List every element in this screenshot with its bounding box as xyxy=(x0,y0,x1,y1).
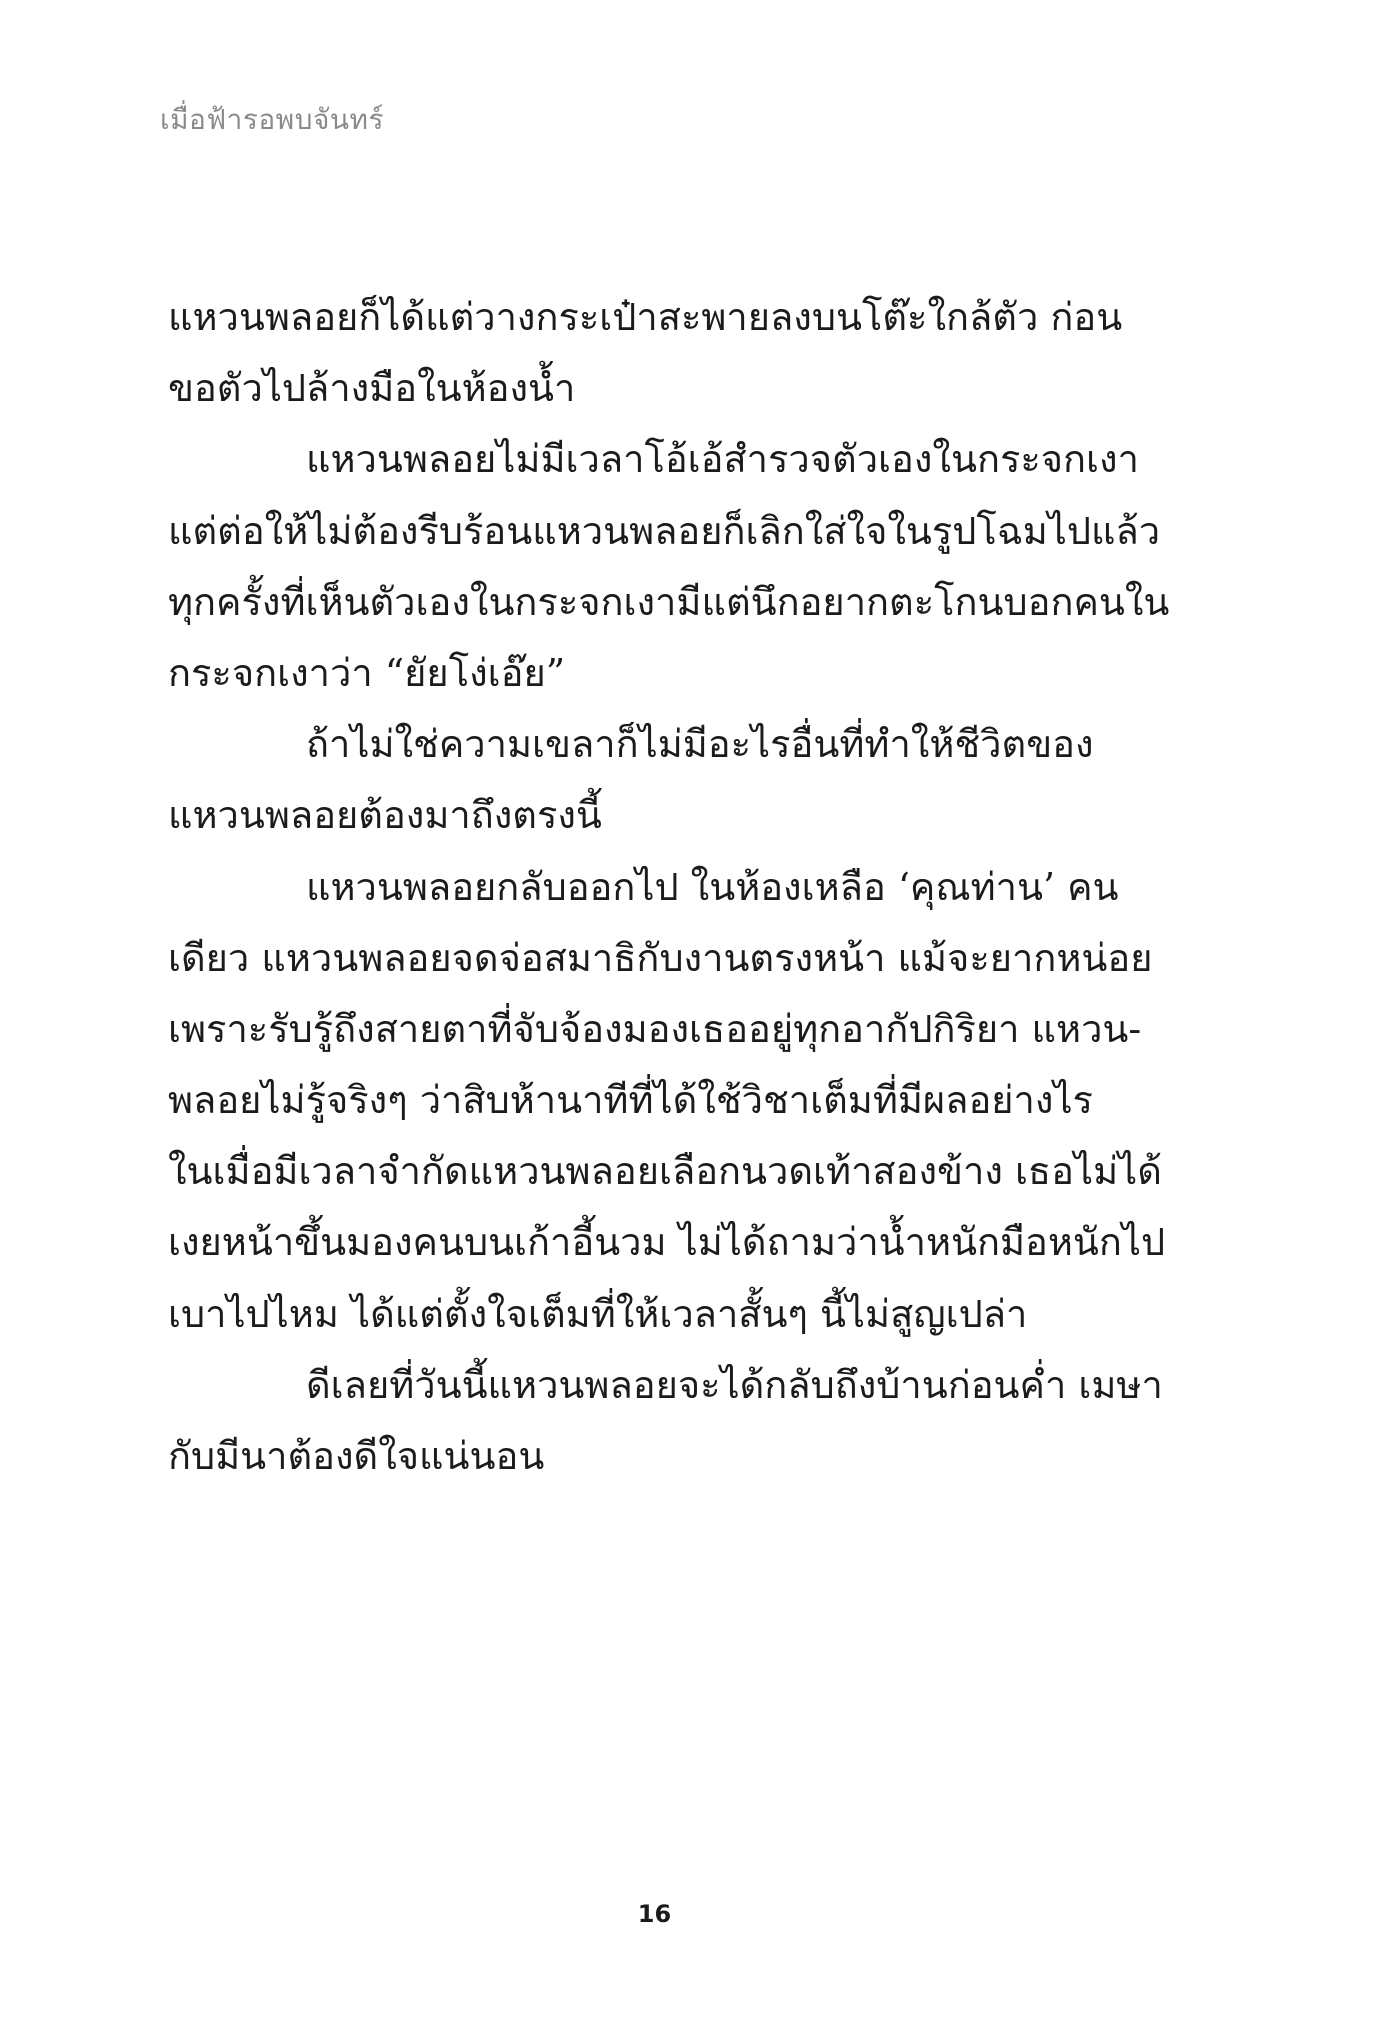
text-line: กระจกเงาว่า “ยัยโง่เอ๊ย” xyxy=(168,650,566,695)
body-text xyxy=(168,282,1178,1492)
text-line: เงยหน้าขึ้นมองคนบนเก้าอี้นวม ไม่ได้ถามว่าน้ำหนักมือหนักไป xyxy=(168,1220,1166,1265)
text-line: แต่ต่อให้ไม่ต้องรีบร้อนแหวนพลอยก็เลิกใส่ใจในรูปโฉมไปแล้ว xyxy=(168,508,1161,553)
text-line: แหวนพลอยก็ได้แต่วางกระเป๋าสะพายลงบนโต๊ะใกล้ตัว ก่อน xyxy=(168,295,1123,339)
text-line: เดียว แหวนพลอยจดจ่อสมาธิกับงานตรงหน้า แม้จะยากหน่อย xyxy=(168,935,1153,980)
text-line: ขอตัวไปล้างมือในห้องน้ำ xyxy=(168,366,576,411)
text-line: ทุกครั้งที่เห็นตัวเองในกระจกเงามีแต่นึกอยากตะโกนบอกคนใน xyxy=(168,579,1170,624)
paragraph-start-line: แหวนพลอยกลับออกไป ในห้องเหลือ ‘คุณท่าน’ คน xyxy=(306,864,1119,909)
page-number: 16 xyxy=(637,1900,672,1928)
paragraph-start-line: ดีเลยที่วันนี้แหวนพลอยจะได้กลับถึงบ้านก่อนค่ำ เมษา xyxy=(306,1362,1163,1407)
text-line: กับมีนาต้องดีใจแน่นอน xyxy=(168,1434,545,1478)
text-line: เพราะรับรู้ถึงสายตาที่จับจ้องมองเธออยู่ทุกอากัปกิริยา แหวน- xyxy=(168,1006,1142,1051)
running-header-title: เมื่อฟ้ารอพบจันทร์ xyxy=(160,103,385,136)
text-line: แหวนพลอยต้องมาถึงตรงนี้ xyxy=(168,793,602,838)
paragraph-start-line: ถ้าไม่ใช่ความเขลาก็ไม่มีอะไรอื่นที่ทำให้ชีวิตของ xyxy=(306,722,1094,767)
text-line: เบาไปไหม ได้แต่ตั้งใจเต็มที่ให้เวลาสั้นๆ นี้ไม่สูญเปล่า xyxy=(168,1291,1028,1336)
paragraph-start-line: แหวนพลอยไม่มีเวลาโอ้เอ้สำรวจตัวเองในกระจกเงา xyxy=(306,437,1139,482)
text-line: ในเมื่อมีเวลาจำกัดแหวนพลอยเลือกนวดเท้าสองข้าง เธอไม่ได้ xyxy=(168,1149,1162,1194)
text-line: พลอยไม่รู้จริงๆ ว่าสิบห้านาทีที่ได้ใช้วิชาเต็มที่มีผลอย่างไร xyxy=(168,1078,1093,1123)
